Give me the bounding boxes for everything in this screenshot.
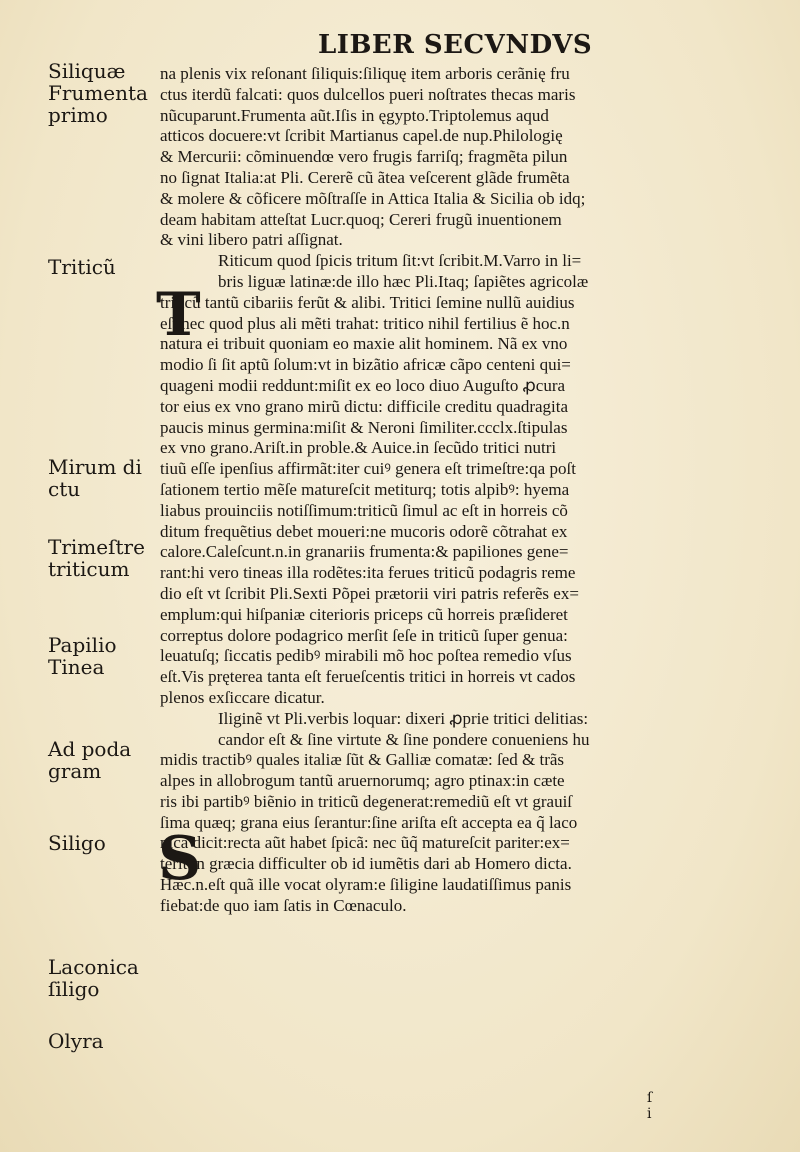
margin-note-line: triticum [48, 557, 130, 581]
margin-note-line: ctu [48, 477, 81, 501]
text-line: & vini libero patri aſſignat. [160, 230, 343, 250]
text-line: deam habitam atteſtat Lucr.quoq; Cereri frugũ inuentionem [160, 209, 562, 229]
text-line: & Mercurii: cõminuendœ vero frugis farriſq; fragmẽta pilun [160, 147, 568, 167]
margin-note-line: Laconica [48, 955, 139, 979]
text-line: paucis minus germina:miſit & Neroni ſimiliter.ccclx.ſtipulas [160, 417, 568, 437]
text-line: no ſignat Italia:at Pli. Cererẽ cũ ãtea veſcerent glãde frumẽta [160, 167, 570, 187]
text-line: nica dicit:recta aũt habet ſpicã: nec ũq̃ matureſcit pariter:ex= [160, 833, 570, 853]
text-line: rant:hi vero tineas illa rodẽtes:ita ferues triticũ podagris reme [160, 563, 576, 583]
margin-note-line: Trimeſtre [48, 535, 145, 559]
text-line: eſt nec quod plus ali mẽti trahat: tritico nihil fertilius ẽ hoc.n [160, 313, 570, 333]
margin-note-line: Mirum di [48, 455, 142, 479]
text-line: tiuũ eſſe ipenſius affirmãt:iter cuiꝰ genera eſt trimeſtre:qa poſt [160, 459, 576, 479]
text-line: plenos exſiccare dicatur. [160, 687, 325, 707]
running-head: LIBER SECVNDVS [318, 30, 593, 60]
margin-note-line: ſiligo [48, 977, 100, 1001]
margin-note-siliquae [48, 60, 158, 126]
margin-note-papilio [48, 634, 158, 678]
margin-note-laconica [48, 956, 158, 1000]
text-line: candor eſt & ſine virtute & ſine pondere conueniens hu [218, 729, 590, 749]
margin-note-olyra [48, 1030, 158, 1052]
text-line: eſt.Vis pręterea tanta eſt ferueſcentis tritici in horreis vt cados [160, 667, 576, 687]
text-line: Iliginẽ vt Pli.verbis loquar: dixeri ꝓprie tritici delitias: [218, 708, 589, 728]
text-line: ſationem tertio mẽſe matureſcit metiturq; totis alpibꝰ: hyema [160, 479, 570, 499]
text-line: correptus dolore podagrico merſit ſeſe in triticũ ſuper genua: [160, 625, 568, 645]
signature-line: i [647, 1106, 652, 1122]
text-line: & molere & cõficere mõſtraſſe in Attica Italia & Sicilia ob idq; [160, 188, 586, 208]
text-line: nũcuparunt.Frumenta aũt.Iſis in ęgypto.Triptolemus aqud [160, 105, 549, 125]
margin-note-siligo [48, 832, 158, 854]
text-line: ſima quæq; grana eius ſerantur:ſine ariſta eſt accepta ea q̃ laco [160, 812, 578, 832]
margin-note-mirum-dictu [48, 456, 158, 500]
text-line: Riticum quod ſpicis tritum ſit:vt ſcribit.M.Varro in li= [218, 251, 582, 271]
decorated-initial-s: S [158, 824, 202, 894]
margin-note-line: Triticũ [48, 255, 116, 279]
text-line: triticũ tantũ cibariis ferũt & alibi. Tritici ſemine nullũ auidius [160, 292, 575, 312]
margin-note-line: Papilio [48, 633, 117, 657]
margin-note-line: Frumenta [48, 81, 148, 105]
text-line: modio ſi ſit aptũ ſolum:vt in bizãtio africæ cãpo centeni qui= [160, 355, 571, 375]
margin-note-line: primo [48, 103, 108, 127]
margin-note-triticum [48, 256, 158, 278]
margin-note-trimestre [48, 536, 158, 580]
text-line: midis tractibꝰ quales italiæ ſũt & Galliæ comatæ: ſed & trãs [160, 750, 565, 770]
text-line: ris ibi partibꝰ biẽnio in triticũ degenerat:remediũ eſt vt grauiſ [160, 791, 573, 811]
margin-note-line: Olyra [48, 1029, 104, 1053]
margin-note-line: Siliquæ [48, 59, 126, 83]
text-line: ditum frequẽtius debet moueri:ne mucoris odorẽ cõtrahat ex [160, 521, 568, 541]
signature-line: ſ [647, 1090, 653, 1106]
text-line: ex vno grano.Ariſt.in proble.& Auice.in ſecũdo tritici nutri [160, 438, 557, 458]
margin-note-line: Tinea [48, 655, 105, 679]
text-line: liabus prouinciis notiſſimum:triticũ ſimul ac eſt in horreis cõ [160, 500, 568, 520]
text-line: dio eſt vt ſcribit Pli.Sexti Põpei prætorii viri patris referẽs ex= [160, 583, 579, 603]
text-line: calore.Caleſcunt.n.in granariis frumenta:& papiliones gene= [160, 542, 569, 562]
margin-note-ad-podagram [48, 738, 158, 782]
text-line: atticos docuere:vt ſcribit Martianus capel.de nup.Philologię [160, 126, 563, 146]
margin-note-line: Ad poda [48, 737, 132, 761]
text-line: alpes in allobrogum tantũ aruernorumq; agro ptinax:in cæte [160, 771, 565, 791]
text-line: quageni modii reddunt:miſit ex eo loco diuo Auguſto ꝓcura [160, 375, 566, 395]
text-line: natura ei tribuit quoniam eo maxie alit hominem. Nã ex vno [160, 334, 568, 354]
main-text-block [160, 64, 742, 917]
text-line: na plenis vix reſonant ſiliquis:ſiliquę item arboris cerãnię fru [160, 64, 570, 83]
text-line: leuatuſq; ſiccatis pedibꝰ mirabili mõ hoc poſtea remedio vſus [160, 646, 572, 666]
signature-mark [647, 1090, 652, 1122]
text-line: ctus iterdũ falcati: quos dulcellos pueri noſtrates thecas maris [160, 84, 576, 104]
text-line: tor eius ex vno grano mirũ dictu: difficile creditu quadragita [160, 396, 569, 416]
margin-note-line: gram [48, 759, 102, 783]
text-line: terit in græcia difficulter ob id iumẽtis dari ab Homero dicta. [160, 854, 572, 874]
margin-note-line: Siligo [48, 831, 106, 855]
text-line: Hæc.n.eſt quã ille vocat olyram:e ſiligine laudatiſſimus panis [160, 875, 572, 895]
decorated-initial-t: T [156, 280, 201, 350]
text-line: emplum:qui hiſpaniæ citerioris priceps cũ horreis præſideret [160, 604, 568, 624]
text-line: bris liguæ latinæ:de illo hæc Pli.Itaq; ſapiẽtes agricolæ [218, 271, 589, 291]
text-line: fiebat:de quo iam ſatis in Cœnaculo. [160, 895, 407, 915]
